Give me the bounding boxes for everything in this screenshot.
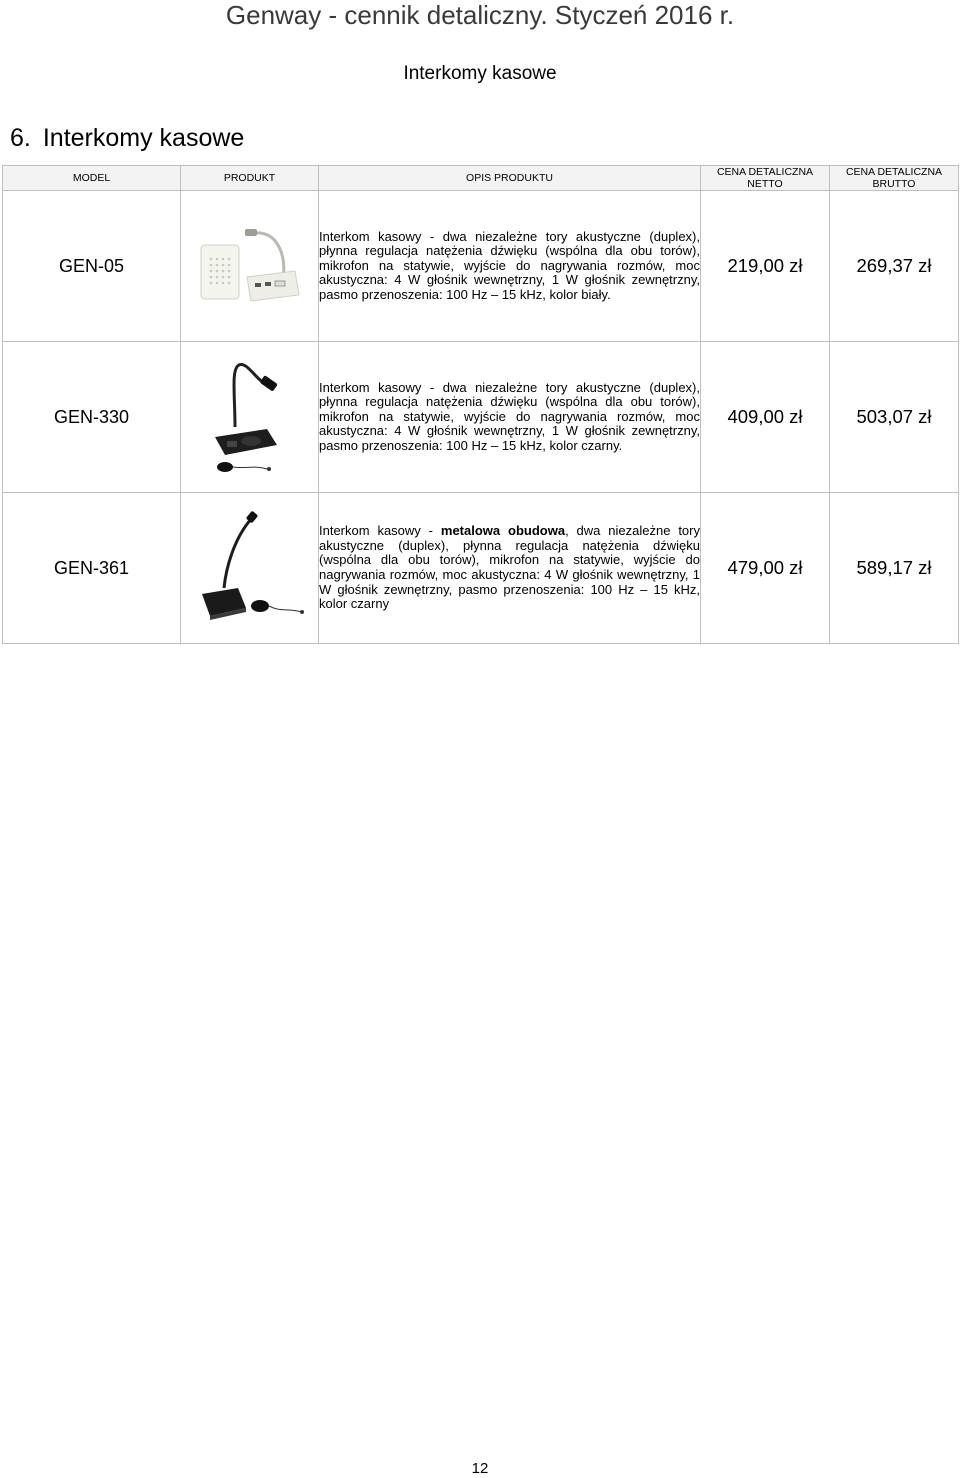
metal-intercom-gooseneck-image	[190, 508, 310, 628]
description-cell: Interkom kasowy - dwa niezależne tory akustyczne (duplex), płynna regulacja natężenia dźwięku (wspólna dla obu torów), mikrofon na statywie, wyjście do nagrywania rozmów, moc akustyczna: 4 W głośnik wewnętrzny, 1 W głośnik zewnętrzny, pasmo przenoszenia: 100 Hz – 15 kHz, kolor biały.	[319, 191, 701, 342]
price-netto-cell: 219,00 zł	[701, 191, 830, 342]
product-image-cell	[181, 342, 319, 493]
table-row	[3, 191, 959, 342]
model-cell: GEN-05	[3, 191, 181, 342]
header-description: OPIS PRODUKTU	[319, 166, 701, 191]
price-brutto-cell: 269,37 zł	[830, 191, 959, 342]
table-row	[3, 493, 959, 644]
section-title: Interkomy kasowe	[42, 124, 245, 152]
table-header-row	[3, 166, 959, 191]
black-intercom-gooseneck-image	[205, 355, 295, 480]
description-cell: Interkom kasowy - dwa niezależne tory akustyczne (duplex), płynna regulacja natężenia dźwięku (wspólna dla obu torów), mikrofon na statywie, wyjście do nagrywania rozmów, moc akustyczna: 4 W głośnik wewnętrzny, 1 W głośnik zewnętrzny, pasmo przenoszenia: 100 Hz – 15 kHz, kolor czarny.	[319, 342, 701, 493]
section-heading	[10, 122, 244, 154]
white-intercom-speaker-image	[195, 221, 305, 311]
header-brutto-line1: CENA DETALICZNA	[845, 166, 943, 178]
product-image-cell	[181, 493, 319, 644]
price-table	[2, 165, 959, 644]
price-netto-cell: 479,00 zł	[701, 493, 830, 644]
header-netto-line2: NETTO	[747, 178, 783, 190]
model-cell: GEN-361	[3, 493, 181, 644]
product-image-cell	[181, 191, 319, 342]
description-suffix: , dwa niezależne tory akustyczne (duplex), płynna regulacja natężenia dźwięku (wspólna dla obu torów), mikrofon na statywie, wyjście do nagrywania rozmów, moc akustyczna: 4 W głośnik wewnętrzny, 1 W głośnik zewnętrzny, pasmo przenoszenia: 100 Hz – 15 kHz, kolor czarny	[319, 523, 700, 612]
header-price-netto	[701, 166, 830, 191]
description-bold: metalowa obudowa	[440, 523, 566, 539]
price-netto-cell: 409,00 zł	[701, 342, 830, 493]
description-prefix: Interkom kasowy -	[319, 523, 441, 539]
table-row	[3, 342, 959, 493]
document-title: Genway - cennik detaliczny. Styczeń 2016 r.	[225, 0, 735, 30]
price-brutto-cell: 503,07 zł	[830, 342, 959, 493]
header-price-brutto	[830, 166, 959, 191]
section-number: 6.	[10, 124, 31, 152]
model-cell: GEN-330	[3, 342, 181, 493]
price-brutto-cell: 589,17 zł	[830, 493, 959, 644]
page-number: 12	[471, 1460, 489, 1477]
description-cell	[319, 493, 701, 644]
header-model: MODEL	[3, 166, 181, 191]
header-product: PRODUKT	[181, 166, 319, 191]
document-subtitle: Interkomy kasowe	[403, 63, 557, 84]
header-netto-line1: CENA DETALICZNA	[716, 166, 814, 178]
header-brutto-line2: BRUTTO	[872, 178, 916, 190]
